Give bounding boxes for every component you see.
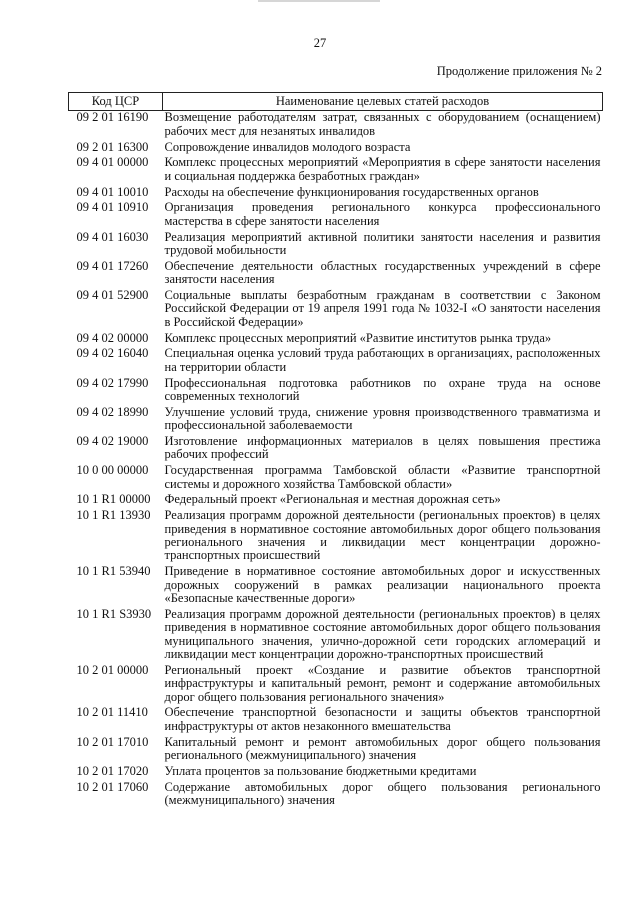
row-code: 09 4 01 00000 [76, 155, 149, 170]
row-name: Улучшение условий труда, снижение уровня производственного травматизма и профессиональной заболеваемости [164, 404, 601, 433]
table-row [69, 509, 603, 565]
table-row [69, 332, 603, 348]
row-code: 10 1 R1 13930 [76, 508, 151, 523]
table-row [69, 156, 603, 185]
row-code: 09 4 01 16030 [76, 229, 149, 244]
row-name: Возмещение работодателям затрат, связанных с оборудованием (оснащением) рабочих мест для незанятых инвалидов [164, 110, 601, 138]
page-number: 27 [313, 36, 327, 50]
table-row [69, 435, 603, 464]
table-row [69, 406, 603, 435]
row-code: 10 2 01 00000 [76, 662, 149, 677]
row-name: Государственная программа Тамбовской области «Развитие транспортной системы и дорожного хозяйства Тамбовской области» [164, 463, 601, 491]
row-code: 09 4 01 52900 [76, 288, 149, 303]
row-code: 10 0 00 00000 [76, 463, 149, 478]
table-row [69, 260, 603, 289]
table-row [69, 201, 603, 230]
row-code: 10 1 R1 53940 [76, 564, 151, 579]
row-code: 10 2 01 17010 [76, 734, 149, 749]
column-header-name: Наименование целевых статей расходов [163, 93, 603, 111]
row-name: Обеспечение транспортной безопасности и защиты объектов транспортной инфраструктуры от актов незаконного вмешательства [164, 705, 601, 733]
row-code: 09 4 02 19000 [76, 434, 149, 449]
row-name: Реализация мероприятий активной политики занятости населения и развития трудовой мобильности [164, 229, 601, 258]
row-code: 09 4 02 00000 [76, 330, 149, 345]
row-name: Уплата процентов за пользование бюджетными кредитами [164, 763, 477, 778]
table-row [69, 111, 603, 141]
table-header-row [69, 93, 603, 111]
table-row [69, 706, 603, 735]
table-row [69, 377, 603, 406]
row-name: Организация проведения регионального конкурса профессионального мастерства в сфере занятости населения [164, 200, 601, 228]
table-row [69, 736, 603, 765]
row-name: Расходы на обеспечение функционирования государственных органов [164, 184, 539, 199]
row-code: 09 4 02 18990 [76, 404, 149, 419]
row-code: 10 1 R1 00000 [76, 492, 151, 507]
table-row [69, 186, 603, 202]
row-name: Профессиональная подготовка работников по охране труда на основе современных технологий [164, 375, 601, 404]
row-code: 09 4 01 17260 [76, 258, 149, 273]
column-header-code: Код ЦСР [69, 93, 163, 111]
table-body [69, 111, 603, 810]
row-name: Обеспечение деятельности областных государственных учреждений в сфере занятости населения [164, 258, 601, 287]
table-row [69, 231, 603, 260]
row-name: Приведение в нормативное состояние автомобильных дорог и искусственных дорожных сооружений в рамках реализации национального проекта «Безопасные качественные дороги» [164, 564, 601, 606]
row-name: Реализация программ дорожной деятельности (региональных проектов) в целях приведения в нормативное состояние автомобильных дорог общего пользования регионального значения и ликвидации мест концентрации дорожно-транспортных происшествий [164, 508, 601, 563]
budget-classification-table [68, 92, 603, 810]
row-name: Социальные выплаты безработным гражданам в соответствии с Законом Российской Федерации от 19 апреля 1991 года № 1032-I «О занятости населения в Российской Федерации» [164, 288, 601, 329]
row-code: 09 4 02 16040 [76, 346, 149, 361]
row-name: Региональный проект «Создание и развитие объектов транспортной инфраструктуры и капитальный ремонт, ремонт и содержание автомобильных дорог общего пользования регионального значения» [164, 662, 601, 704]
row-code: 10 1 R1 S3930 [76, 606, 152, 621]
row-code: 09 4 01 10910 [76, 200, 149, 215]
row-name: Капитальный ремонт и ремонт автомобильных дорог общего пользования регионального (межмуниципального) значения [164, 734, 601, 763]
row-code: 09 2 01 16300 [76, 139, 149, 154]
appendix-continuation-label: Продолжение приложения № 2 [436, 64, 602, 78]
table-row [69, 493, 603, 509]
row-name: Комплекс процессных мероприятий «Мероприятия в сфере занятости населения и социальная поддержка безработных граждан» [164, 155, 601, 183]
row-code: 10 2 01 17020 [76, 763, 149, 778]
row-code: 09 4 01 10010 [76, 184, 149, 199]
table-row [69, 141, 603, 157]
row-name: Сопровождение инвалидов молодого возраста [164, 139, 411, 154]
row-code: 09 2 01 16190 [76, 110, 149, 125]
table-row [69, 464, 603, 493]
table-row [69, 664, 603, 707]
table-row [69, 765, 603, 781]
table-row [69, 781, 603, 810]
table-row [69, 608, 603, 664]
row-code: 10 2 01 17060 [76, 779, 149, 794]
row-code: 09 4 02 17990 [76, 375, 149, 390]
table-row [69, 565, 603, 608]
table-row [69, 347, 603, 376]
row-name: Изготовление информационных материалов в целях повышения престижа рабочих профессий [164, 434, 601, 462]
row-name: Федеральный проект «Региональная и местная дорожная сеть» [164, 492, 501, 507]
row-name: Реализация программ дорожной деятельности (региональных проектов) в целях приведения в нормативное состояние автомобильных дорог общего пользования муниципального значения, улично-дорожной сети городских агломераций и ликвидации мест концентрации дорожно-транспортных происшествий [164, 606, 601, 662]
row-name: Содержание автомобильных дорог общего пользования регионального (межмуниципального) значения [164, 779, 601, 808]
row-name: Специальная оценка условий труда работающих в организациях, расположенных на территории области [164, 346, 601, 374]
table-row [69, 289, 603, 332]
row-code: 10 2 01 11410 [76, 705, 148, 720]
row-name: Комплекс процессных мероприятий «Развитие институтов рынка труда» [164, 330, 552, 345]
scan-artifact [258, 0, 380, 2]
